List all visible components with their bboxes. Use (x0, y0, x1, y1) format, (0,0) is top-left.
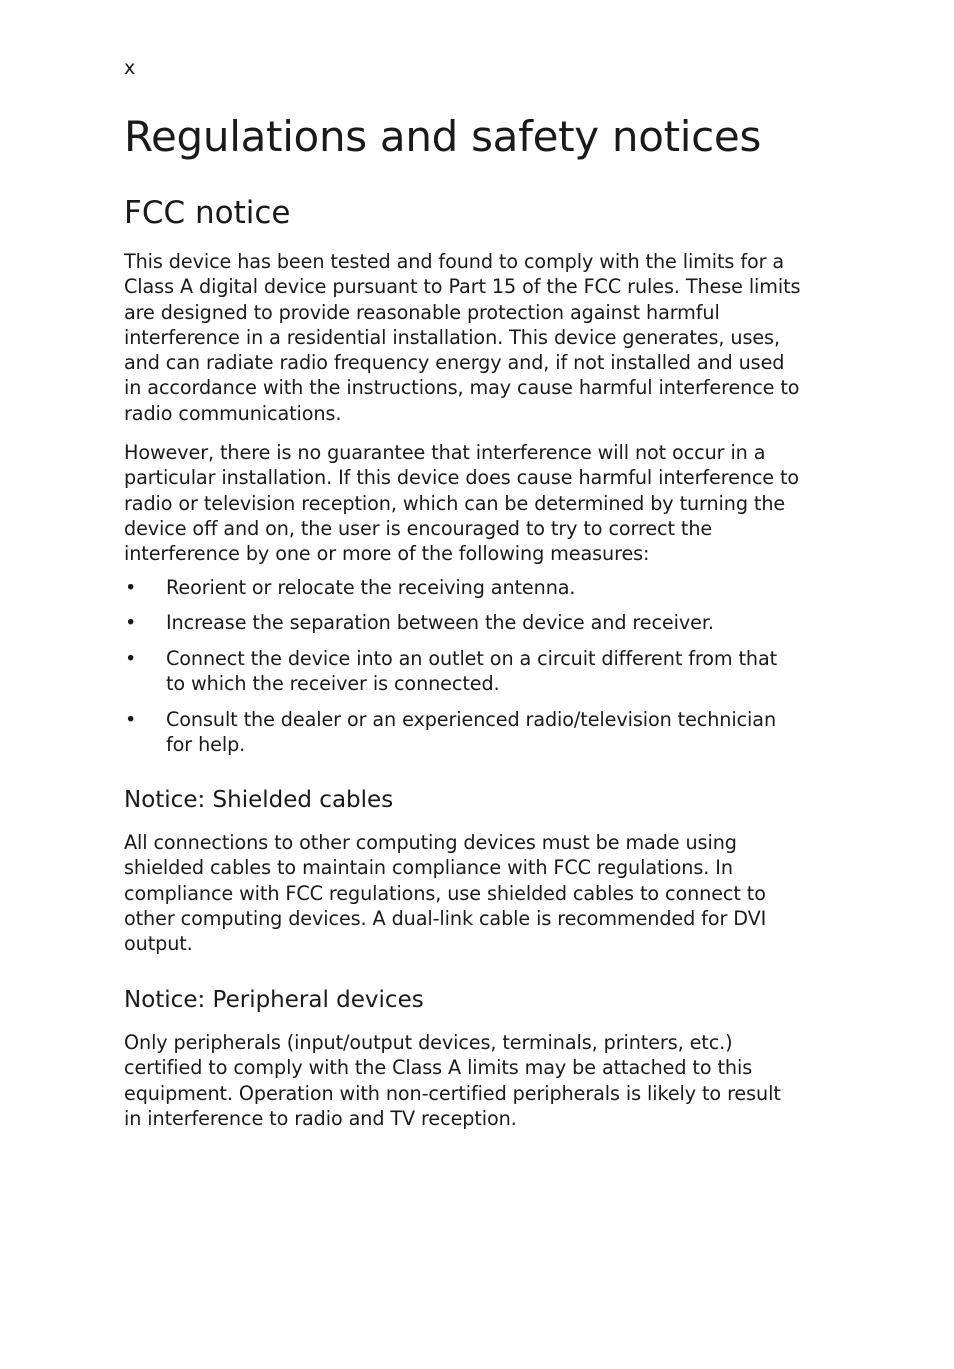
text-line: device off and on, the user is encouraged to try to correct the (124, 516, 713, 540)
text-line: and can radiate radio frequency energy and, if not installed and used (124, 351, 785, 375)
fcc-paragraph-2 (124, 440, 814, 566)
shielded-cables-paragraph (124, 830, 814, 956)
list-item (124, 610, 814, 636)
text-line: are designed to provide reasonable protection against harmful (124, 300, 720, 324)
text-line: for help. (166, 733, 246, 757)
peripheral-devices-paragraph (124, 1030, 814, 1131)
fcc-paragraph-1 (124, 249, 814, 426)
text-line: radio communications. (124, 401, 342, 425)
text-line: in interference to radio and TV reception. (124, 1106, 517, 1130)
text-line: interference in a residential installation. This device generates, uses, (124, 325, 780, 349)
text-line: Only peripherals (input/output devices, terminals, printers, etc.) (124, 1031, 733, 1054)
text-line: Increase the separation between the device and receiver. (166, 611, 714, 635)
list-item (124, 575, 814, 601)
list-item (124, 707, 814, 759)
page-number: x (124, 57, 136, 79)
text-line: Class A digital device pursuant to Part 15 of the FCC rules. These limits (124, 275, 801, 299)
text-line: shielded cables to maintain compliance with FCC regulations. In (124, 856, 733, 880)
text-line: Reorient or relocate the receiving antenna. (166, 576, 576, 599)
text-line: radio or television reception, which can be determined by turning the (124, 491, 786, 515)
text-line: However, there is no guarantee that interference will not occur in a (124, 441, 766, 464)
shielded-cables-heading: Notice: Shielded cables (124, 787, 394, 813)
bullet-icon: • (125, 707, 137, 731)
fcc-notice-heading: FCC notice (124, 195, 291, 231)
bullet-icon: • (125, 576, 137, 599)
text-line: This device has been tested and found to comply with the limits for a (124, 250, 785, 273)
text-line: other computing devices. A dual-link cable is recommended for DVI (124, 906, 767, 930)
text-line: in accordance with the instructions, may cause harmful interference to (124, 376, 800, 400)
text-line: certified to comply with the Class A limits may be attached to this (124, 1056, 753, 1080)
peripheral-devices-heading: Notice: Peripheral devices (124, 987, 424, 1013)
text-line: equipment. Operation with non-certified peripherals is likely to result (124, 1081, 781, 1105)
text-line: to which the receiver is connected. (166, 672, 500, 696)
text-line: particular installation. If this device does cause harmful interference to (124, 466, 800, 490)
text-line: Connect the device into an outlet on a circuit different from that (166, 646, 778, 670)
list-item (124, 646, 814, 698)
bullet-icon: • (125, 611, 137, 635)
page-title: Regulations and safety notices (124, 112, 762, 161)
text-line: Consult the dealer or an experienced radio/television technician (166, 707, 776, 731)
text-line: All connections to other computing devices must be made using (124, 831, 737, 854)
bullet-icon: • (125, 646, 137, 670)
interference-measures-list (124, 575, 814, 768)
text-line: compliance with FCC regulations, use shielded cables to connect to (124, 881, 766, 905)
text-line: interference by one or more of the following measures: (124, 542, 650, 566)
text-line: output. (124, 932, 193, 956)
